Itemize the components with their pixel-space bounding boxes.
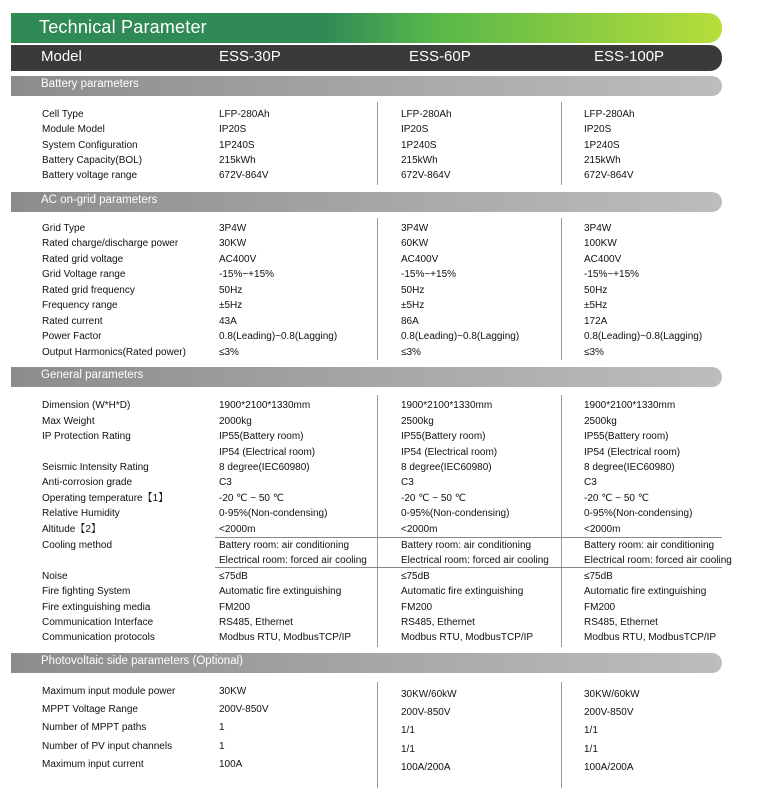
param-label: Cell Type xyxy=(42,109,84,120)
param-label: Grid Voltage range xyxy=(42,269,126,280)
value-ess-100p: ≤75dB xyxy=(584,571,613,582)
value-ess-60p: Battery room: air conditioning xyxy=(401,540,532,551)
section-general-header xyxy=(11,367,722,387)
value-ess-60p: LFP-280Ah xyxy=(401,109,452,120)
table-row xyxy=(0,252,761,267)
param-label: Fire extinguishing media xyxy=(42,602,151,613)
value-ess-60p: 672V-864V xyxy=(401,170,451,181)
value-ess-60p: ≤3% xyxy=(401,347,421,358)
table-row xyxy=(0,236,761,251)
table-row xyxy=(0,615,761,630)
value-ess-30p: 0-95%(Non-condensing) xyxy=(219,508,328,519)
table-row xyxy=(0,168,761,183)
value-ess-30p: 100A xyxy=(219,759,243,770)
value-ess-60p: 0-95%(Non-condensing) xyxy=(401,508,510,519)
value-ess-100p: 50Hz xyxy=(584,285,608,296)
table-row xyxy=(0,138,761,153)
model-header xyxy=(11,45,722,71)
value-ess-30p: IP55(Battery room) xyxy=(219,431,304,442)
value-ess-60p: -20 ℃ ~ 50 ℃ xyxy=(401,493,466,504)
value-ess-100p: AC400V xyxy=(584,254,622,265)
table-row xyxy=(0,153,761,168)
value-ess-30p: ≤75dB xyxy=(219,571,248,582)
value-ess-100p: Battery room: air conditioning xyxy=(584,540,715,551)
value-ess-60p: FM200 xyxy=(401,602,433,613)
table-row xyxy=(0,221,761,236)
param-label: Module Model xyxy=(42,124,105,135)
value-ess-100p: 100KW xyxy=(584,238,617,249)
table-row xyxy=(0,757,761,772)
value-ess-30p: AC400V xyxy=(219,254,257,265)
table-row xyxy=(0,475,761,490)
value-ess-60p: 0.8(Leading)~0.8(Lagging) xyxy=(401,331,520,342)
param-label: Seismic Intensity Rating xyxy=(42,462,149,473)
value-ess-100p: 0-95%(Non-condensing) xyxy=(584,508,693,519)
value-ess-30p: Electrical room: forced air cooling xyxy=(219,555,367,566)
param-label: Output Harmonics(Rated power) xyxy=(42,347,186,358)
table-row xyxy=(0,345,761,360)
param-label: Maximum input current xyxy=(42,759,144,770)
value-ess-100p: 1P240S xyxy=(584,140,620,151)
section-general-title: General parameters xyxy=(41,369,144,381)
param-label: Rated grid voltage xyxy=(42,254,124,265)
value-ess-60p: 86A xyxy=(401,316,419,327)
model-ess-100p: ESS-100P xyxy=(594,48,665,65)
value-ess-30p: 1 xyxy=(219,741,225,752)
value-ess-100p: Automatic fire extinguishing xyxy=(584,586,707,597)
model-ess-30p: ESS-30P xyxy=(219,48,281,65)
param-label: Maximum input module power xyxy=(42,686,176,697)
param-label: Number of PV input channels xyxy=(42,741,173,752)
section-pv-header xyxy=(11,653,722,673)
value-ess-100p: FM200 xyxy=(584,602,616,613)
table-row xyxy=(0,267,761,282)
param-label: Rated current xyxy=(42,316,103,327)
value-ess-60p: IP55(Battery room) xyxy=(401,431,486,442)
value-ess-100p: -15%~+15% xyxy=(584,269,640,280)
value-ess-60p: 3P4W xyxy=(401,223,429,234)
value-ess-60p: IP20S xyxy=(401,124,429,135)
table-row xyxy=(0,569,761,584)
table-row xyxy=(0,522,761,537)
table-row xyxy=(0,600,761,615)
value-ess-30p: Battery room: air conditioning xyxy=(219,540,350,551)
value-ess-100p: 172A xyxy=(584,316,608,327)
value-ess-30p: <2000m xyxy=(219,524,256,535)
value-ess-60p: Modbus RTU, ModbusTCP/IP xyxy=(401,632,534,643)
value-ess-60p: Automatic fire extinguishing xyxy=(401,586,524,597)
value-ess-30p: -20 ℃ ~ 50 ℃ xyxy=(219,493,284,504)
value-ess-30p: Modbus RTU, ModbusTCP/IP xyxy=(219,632,352,643)
param-label: Max Weight xyxy=(42,416,95,427)
value-ess-100p: C3 xyxy=(584,477,597,488)
value-ess-60p: Electrical room: forced air cooling xyxy=(401,555,549,566)
table-row xyxy=(0,506,761,521)
table-row xyxy=(0,630,761,645)
table-row xyxy=(0,720,761,735)
value-ess-30p: 30KW xyxy=(219,238,247,249)
value-ess-60p: C3 xyxy=(401,477,414,488)
param-label: Relative Humidity xyxy=(42,508,120,519)
value-ess-100p: 2500kg xyxy=(584,416,617,427)
value-ess-60p: ≤75dB xyxy=(401,571,430,582)
param-label: Communication Interface xyxy=(42,617,154,628)
param-label: Communication protocols xyxy=(42,632,155,643)
value-ess-100p: 672V-864V xyxy=(584,170,634,181)
value-ess-30p: ≤3% xyxy=(219,347,239,358)
value-ess-100p: LFP-280Ah xyxy=(584,109,635,120)
model-ess-60p: ESS-60P xyxy=(409,48,471,65)
value-ess-100p: <2000m xyxy=(584,524,621,535)
value-ess-30p: FM200 xyxy=(219,602,251,613)
param-label: Anti-corrosion grade xyxy=(42,477,133,488)
value-ess-30p: 672V-864V xyxy=(219,170,269,181)
value-ess-100p: 100A/200A xyxy=(584,762,634,773)
value-ess-60p: 50Hz xyxy=(401,285,425,296)
value-ess-100p: 0.8(Leading)~0.8(Lagging) xyxy=(584,331,703,342)
table-row xyxy=(0,684,761,699)
param-label: Battery Capacity(BOL) xyxy=(42,155,143,166)
table-row xyxy=(0,460,761,475)
value-ess-60p: ±5Hz xyxy=(401,300,425,311)
param-label: System Configuration xyxy=(42,140,138,151)
value-ess-60p: 200V-850V xyxy=(401,707,451,718)
value-ess-30p: RS485, Ethernet xyxy=(219,617,293,628)
value-ess-60p: RS485, Ethernet xyxy=(401,617,475,628)
value-ess-30p: 3P4W xyxy=(219,223,247,234)
param-label: Operating temperature【1】 xyxy=(42,493,169,504)
table-row xyxy=(0,283,761,298)
value-ess-100p: 30KW/60kW xyxy=(584,689,640,700)
value-ess-30p: 43A xyxy=(219,316,237,327)
param-label: Rated charge/discharge power xyxy=(42,238,179,249)
value-ess-30p: 1P240S xyxy=(219,140,255,151)
value-ess-30p: 8 degree(IEC60980) xyxy=(219,462,310,473)
table-row xyxy=(0,445,761,460)
param-label: Rated grid frequency xyxy=(42,285,135,296)
table-row xyxy=(0,491,761,506)
table-row xyxy=(0,553,761,568)
title-banner xyxy=(11,13,722,43)
value-ess-100p: -20 ℃ ~ 50 ℃ xyxy=(584,493,649,504)
param-label: Dimension (W*H*D) xyxy=(42,400,131,411)
section-ac-header xyxy=(11,192,722,212)
value-ess-30p: C3 xyxy=(219,477,232,488)
table-row xyxy=(0,122,761,137)
model-label: Model xyxy=(41,48,82,65)
table-row xyxy=(0,414,761,429)
value-ess-60p: 100A/200A xyxy=(401,762,451,773)
table-row xyxy=(0,329,761,344)
value-ess-60p: 1P240S xyxy=(401,140,437,151)
value-ess-100p: IP20S xyxy=(584,124,612,135)
value-ess-100p: 3P4W xyxy=(584,223,612,234)
table-row xyxy=(0,584,761,599)
value-ess-30p: 1900*2100*1330mm xyxy=(219,400,311,411)
value-ess-30p: 30KW xyxy=(219,686,247,697)
value-ess-100p: Electrical room: forced air cooling xyxy=(584,555,732,566)
value-ess-100p: 200V-850V xyxy=(584,707,634,718)
param-label: MPPT Voltage Range xyxy=(42,704,138,715)
value-ess-30p: 200V-850V xyxy=(219,704,269,715)
value-ess-60p: <2000m xyxy=(401,524,438,535)
value-ess-30p: 0.8(Leading)~0.8(Lagging) xyxy=(219,331,338,342)
value-ess-60p: 215kWh xyxy=(401,155,438,166)
param-label: Frequency range xyxy=(42,300,118,311)
value-ess-30p: IP54 (Electrical room) xyxy=(219,447,316,458)
table-row xyxy=(0,538,761,553)
section-battery-title: Battery parameters xyxy=(41,78,139,90)
value-ess-30p: 1 xyxy=(219,722,225,733)
value-ess-100p: 8 degree(IEC60980) xyxy=(584,462,675,473)
value-ess-30p: 215kWh xyxy=(219,155,256,166)
page-title: Technical Parameter xyxy=(39,17,207,37)
table-row xyxy=(0,398,761,413)
value-ess-30p: Automatic fire extinguishing xyxy=(219,586,342,597)
value-ess-100p: ≤3% xyxy=(584,347,604,358)
value-ess-100p: 1900*2100*1330mm xyxy=(584,400,676,411)
value-ess-100p: 1/1 xyxy=(584,744,598,755)
value-ess-100p: RS485, Ethernet xyxy=(584,617,658,628)
value-ess-100p: ±5Hz xyxy=(584,300,608,311)
value-ess-100p: IP54 (Electrical room) xyxy=(584,447,681,458)
value-ess-30p: -15%~+15% xyxy=(219,269,275,280)
param-label: Power Factor xyxy=(42,331,102,342)
param-label: Number of MPPT paths xyxy=(42,722,147,733)
value-ess-30p: LFP-280Ah xyxy=(219,109,270,120)
value-ess-60p: AC400V xyxy=(401,254,439,265)
value-ess-100p: 1/1 xyxy=(584,725,598,736)
value-ess-60p: 30KW/60kW xyxy=(401,689,457,700)
value-ess-60p: 1/1 xyxy=(401,725,415,736)
section-pv-title: Photovoltaic side parameters (Optional) xyxy=(41,655,243,667)
param-label: Altitude【2】 xyxy=(42,524,101,535)
param-label: Noise xyxy=(42,571,68,582)
value-ess-60p: 1/1 xyxy=(401,744,415,755)
value-ess-30p: 50Hz xyxy=(219,285,243,296)
param-label: Grid Type xyxy=(42,223,86,234)
value-ess-30p: 2000kg xyxy=(219,416,252,427)
param-label: IP Protection Rating xyxy=(42,431,131,442)
value-ess-60p: 60KW xyxy=(401,238,429,249)
table-row xyxy=(0,739,761,754)
table-row xyxy=(0,298,761,313)
table-row xyxy=(0,107,761,122)
table-row xyxy=(0,702,761,717)
param-label: Cooling method xyxy=(42,540,113,551)
value-ess-100p: IP55(Battery room) xyxy=(584,431,669,442)
value-ess-60p: -15%~+15% xyxy=(401,269,457,280)
section-battery-header xyxy=(11,76,722,96)
table-row xyxy=(0,314,761,329)
value-ess-60p: 8 degree(IEC60980) xyxy=(401,462,492,473)
value-ess-100p: 215kWh xyxy=(584,155,621,166)
param-label: Battery voltage range xyxy=(42,170,138,181)
param-label: Fire fighting System xyxy=(42,586,131,597)
section-ac-title: AC on-grid parameters xyxy=(41,194,158,206)
table-row xyxy=(0,429,761,444)
value-ess-60p: IP54 (Electrical room) xyxy=(401,447,498,458)
value-ess-60p: 2500kg xyxy=(401,416,434,427)
value-ess-30p: IP20S xyxy=(219,124,247,135)
value-ess-30p: ±5Hz xyxy=(219,300,243,311)
value-ess-100p: Modbus RTU, ModbusTCP/IP xyxy=(584,632,717,643)
value-ess-60p: 1900*2100*1330mm xyxy=(401,400,493,411)
